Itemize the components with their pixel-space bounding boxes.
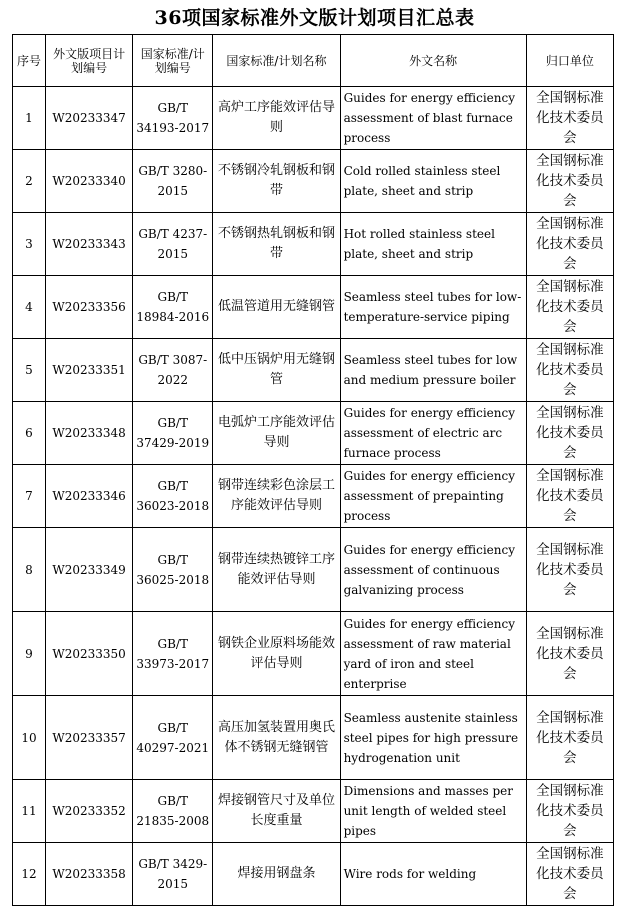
cell-foreign-name: Wire rods for welding xyxy=(340,843,526,906)
cell-standard-number: GB/T 3280-2015 xyxy=(133,150,213,213)
cell-standard-name: 钢带连续彩色涂层工序能效评估导则 xyxy=(213,465,340,528)
cell-organization: 全国钢标准化技术委员会 xyxy=(526,339,613,402)
table-row xyxy=(13,612,614,696)
cell-organization: 全国钢标准化技术委员会 xyxy=(526,465,613,528)
cell-no: 4 xyxy=(13,276,46,339)
header-foreign-name: 外文名称 xyxy=(340,35,526,87)
cell-plan-number: W20233352 xyxy=(45,780,132,843)
cell-no: 5 xyxy=(13,339,46,402)
cell-foreign-name: Cold rolled stainless steel plate, sheet and strip xyxy=(340,150,526,213)
cell-standard-number: GB/T 34193-2017 xyxy=(133,87,213,150)
cell-no: 12 xyxy=(13,843,46,906)
plan-table xyxy=(12,34,614,906)
cell-standard-name: 焊接用钢盘条 xyxy=(213,843,340,906)
header-plan-number: 外文版项目计划编号 xyxy=(45,35,132,87)
cell-standard-number: GB/T 33973-2017 xyxy=(133,612,213,696)
cell-no: 7 xyxy=(13,465,46,528)
header-standard-name: 国家标准/计划名称 xyxy=(213,35,340,87)
cell-foreign-name: Guides for energy efficiency assessment of prepainting process xyxy=(340,465,526,528)
cell-no: 9 xyxy=(13,612,46,696)
cell-standard-name: 焊接钢管尺寸及单位长度重量 xyxy=(213,780,340,843)
cell-foreign-name: Guides for energy efficiency assessment of electric arc furnace process xyxy=(340,402,526,465)
cell-plan-number: W20233357 xyxy=(45,696,132,780)
cell-foreign-name: Dimensions and masses per unit length of welded steel pipes xyxy=(340,780,526,843)
cell-organization: 全国钢标准化技术委员会 xyxy=(526,150,613,213)
cell-standard-number: GB/T 40297-2021 xyxy=(133,696,213,780)
cell-no: 2 xyxy=(13,150,46,213)
cell-plan-number: W20233343 xyxy=(45,213,132,276)
cell-standard-name: 低温管道用无缝钢管 xyxy=(213,276,340,339)
cell-organization: 全国钢标准化技术委员会 xyxy=(526,402,613,465)
cell-standard-name: 高炉工序能效评估导则 xyxy=(213,87,340,150)
table-row xyxy=(13,402,614,465)
table-row xyxy=(13,213,614,276)
table-row xyxy=(13,465,614,528)
cell-plan-number: W20233358 xyxy=(45,843,132,906)
cell-standard-number: GB/T 3429-2015 xyxy=(133,843,213,906)
cell-no: 8 xyxy=(13,528,46,612)
table-row xyxy=(13,528,614,612)
cell-standard-name: 不锈钢冷轧钢板和钢带 xyxy=(213,150,340,213)
table-row xyxy=(13,696,614,780)
cell-standard-name: 电弧炉工序能效评估导则 xyxy=(213,402,340,465)
table-row xyxy=(13,276,614,339)
cell-foreign-name: Guides for energy efficiency assessment of blast furnace process xyxy=(340,87,526,150)
cell-foreign-name: Seamless austenite stainless steel pipes for high pressure hydrogenation unit xyxy=(340,696,526,780)
cell-standard-name: 钢带连续热镀锌工序能效评估导则 xyxy=(213,528,340,612)
cell-foreign-name: Guides for energy efficiency assessment of continuous galvanizing process xyxy=(340,528,526,612)
cell-organization: 全国钢标准化技术委员会 xyxy=(526,780,613,843)
cell-standard-name: 高压加氢装置用奥氏体不锈钢无缝钢管 xyxy=(213,696,340,780)
cell-standard-number: GB/T 3087-2022 xyxy=(133,339,213,402)
header-standard-number: 国家标准/计划编号 xyxy=(133,35,213,87)
cell-standard-number: GB/T 36023-2018 xyxy=(133,465,213,528)
cell-no: 1 xyxy=(13,87,46,150)
table-header-row xyxy=(13,35,614,87)
cell-organization: 全国钢标准化技术委员会 xyxy=(526,213,613,276)
cell-standard-name: 不锈钢热轧钢板和钢带 xyxy=(213,213,340,276)
table-row xyxy=(13,87,614,150)
cell-standard-number: GB/T 21835-2008 xyxy=(133,780,213,843)
cell-organization: 全国钢标准化技术委员会 xyxy=(526,843,613,906)
cell-no: 11 xyxy=(13,780,46,843)
cell-standard-name: 低中压锅炉用无缝钢管 xyxy=(213,339,340,402)
cell-standard-name: 钢铁企业原料场能效评估导则 xyxy=(213,612,340,696)
cell-plan-number: W20233351 xyxy=(45,339,132,402)
table-row xyxy=(13,843,614,906)
cell-plan-number: W20233348 xyxy=(45,402,132,465)
cell-plan-number: W20233347 xyxy=(45,87,132,150)
table-row xyxy=(13,780,614,843)
cell-plan-number: W20233356 xyxy=(45,276,132,339)
cell-organization: 全国钢标准化技术委员会 xyxy=(526,528,613,612)
table-row xyxy=(13,339,614,402)
cell-no: 3 xyxy=(13,213,46,276)
cell-plan-number: W20233349 xyxy=(45,528,132,612)
cell-foreign-name: Seamless steel tubes for low-temperature-service piping xyxy=(340,276,526,339)
cell-standard-number: GB/T 4237-2015 xyxy=(133,213,213,276)
cell-plan-number: W20233346 xyxy=(45,465,132,528)
cell-foreign-name: Seamless steel tubes for low and medium pressure boiler xyxy=(340,339,526,402)
cell-foreign-name: Hot rolled stainless steel plate, sheet and strip xyxy=(340,213,526,276)
header-organization: 归口单位 xyxy=(526,35,613,87)
cell-organization: 全国钢标准化技术委员会 xyxy=(526,696,613,780)
cell-standard-number: GB/T 36025-2018 xyxy=(133,528,213,612)
cell-plan-number: W20233340 xyxy=(45,150,132,213)
page-title: 36项国家标准外文版计划项目汇总表 xyxy=(154,7,475,29)
cell-no: 6 xyxy=(13,402,46,465)
table-row xyxy=(13,150,614,213)
cell-no: 10 xyxy=(13,696,46,780)
cell-organization: 全国钢标准化技术委员会 xyxy=(526,612,613,696)
header-no: 序号 xyxy=(13,35,46,87)
cell-standard-number: GB/T 18984-2016 xyxy=(133,276,213,339)
cell-foreign-name: Guides for energy efficiency assessment of raw material yard of iron and steel enterprise xyxy=(340,612,526,696)
cell-organization: 全国钢标准化技术委员会 xyxy=(526,87,613,150)
cell-standard-number: GB/T 37429-2019 xyxy=(133,402,213,465)
cell-plan-number: W20233350 xyxy=(45,612,132,696)
cell-organization: 全国钢标准化技术委员会 xyxy=(526,276,613,339)
